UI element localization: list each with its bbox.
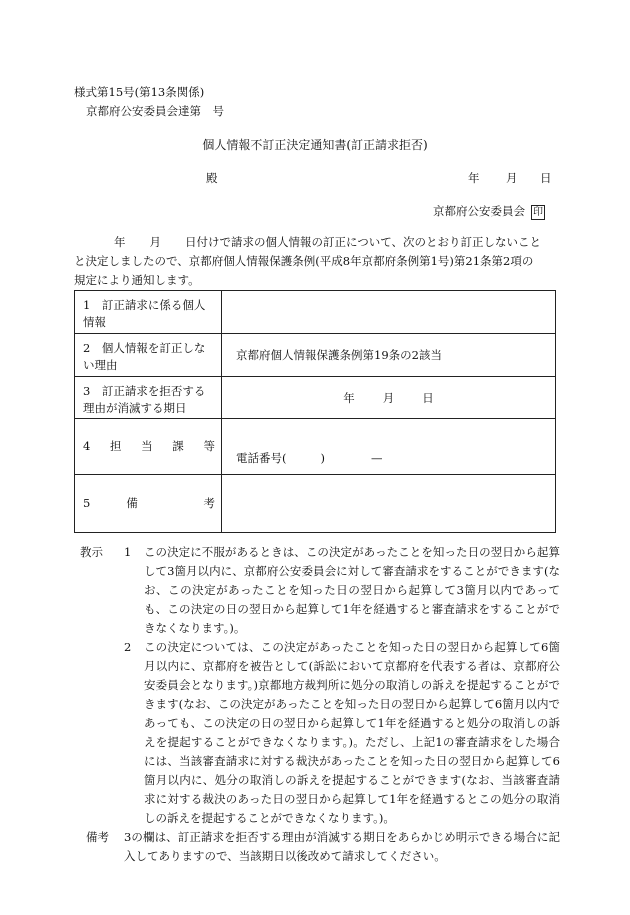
date-month: 月 xyxy=(506,171,518,185)
issuer-name: 京都府公安委員会 xyxy=(433,204,525,218)
notice-number: 京都府公安委員会達第 号 xyxy=(86,104,224,118)
row3-date: 年 月 日 xyxy=(222,377,556,419)
row1-value xyxy=(222,291,556,334)
date-day: 日 xyxy=(540,171,552,185)
row2-value: 京都府個人情報保護条例第19条の2該当 xyxy=(222,334,556,377)
remarks-text: 3の欄は、訂正請求を拒否する理由が消滅する期日をあらかじめ明示できる場合に記入してありますので、当該期日以後改めて請求してください。 xyxy=(124,830,560,863)
body-line-1: 年 月 日付けで請求の個人情報の訂正について、次のとおり訂正しないこと xyxy=(114,235,542,249)
phone-label: 電話番号( xyxy=(236,451,287,465)
row5-value xyxy=(222,475,556,533)
phone-dash: — xyxy=(371,451,383,465)
instructions-head: 教示 xyxy=(80,545,103,559)
instruction-number: 1 xyxy=(124,545,132,559)
body-line-3: 規定により通知します。 xyxy=(74,273,200,287)
row2-label: 2 個人情報を訂正しない理由 xyxy=(75,334,222,377)
table-row xyxy=(75,475,556,533)
instruction-number: 2 xyxy=(124,640,132,654)
addressee: 殿 xyxy=(206,171,218,185)
instruction-item xyxy=(80,543,560,638)
instruction-text: この決定については、この決定があったことを知った日の翌日から起算して6箇月以内に、京都府を被告として(訴訟において京都府を代表する者は、京都府公安委員会となります。)京都地方裁判所に処分の取消しの訴えを提起することができます(なお、この決定があったことを知った日の翌日から起算して6箇月以内であっても、この決定の日の翌日から起算して1年を経過すると処分の取消しの訴えを提起することができなくなります。)。ただし、上記1の審査請求をした場合には、当該審査請求に対する裁決があったことを知った日の翌日から起算して6箇月以内に、処分の取消しの訴えを提起することができます(なお、当該審査請求に対する裁決のあった日の翌日から起算して1年を経過するとこの処分の取消しの訴えを提起することができなくなります。)。 xyxy=(144,640,560,825)
instruction-item xyxy=(80,638,560,828)
instructions-section xyxy=(80,543,560,866)
seal-mark: 印 xyxy=(533,207,543,218)
notice-table xyxy=(74,290,556,533)
instruction-text: この決定に不服があるときは、この決定があったことを知った日の翌日から起算して3箇月以内に、京都府公安委員会に対して審査請求をすることができます(なお、この決定があったことを知った日の翌日から起算して3箇月以内であっても、この決定の日の翌日から起算して1年を経過すると審査請求をすることができなくなります。)。 xyxy=(144,545,560,635)
row1-label: 1 訂正請求に係る個人情報 xyxy=(75,291,222,334)
document-title: 個人情報不訂正決定通知書(訂正請求拒否) xyxy=(202,138,428,152)
remarks xyxy=(86,828,560,866)
row4-label: 4 担 当 課 等 xyxy=(75,419,222,475)
date-year: 年 xyxy=(468,171,480,185)
row4-value: 電話番号( ) — xyxy=(222,419,556,475)
remarks-head: 備考 xyxy=(86,830,109,844)
table-row xyxy=(75,419,556,475)
table-row xyxy=(75,377,556,419)
body-line-2: と決定しましたので、京都府個人情報保護条例(平成8年京都府条例第1号)第21条第2項の xyxy=(74,254,534,268)
body-paragraph xyxy=(74,233,560,290)
table-row xyxy=(75,291,556,334)
row5-label: 5 備 考 xyxy=(75,475,222,533)
form-number: 様式第15号(第13条関係) xyxy=(74,85,205,99)
row3-label: 3 訂正請求を拒否する理由が消滅する期日 xyxy=(75,377,222,419)
table-row xyxy=(75,334,556,377)
issuer-block xyxy=(433,203,545,220)
